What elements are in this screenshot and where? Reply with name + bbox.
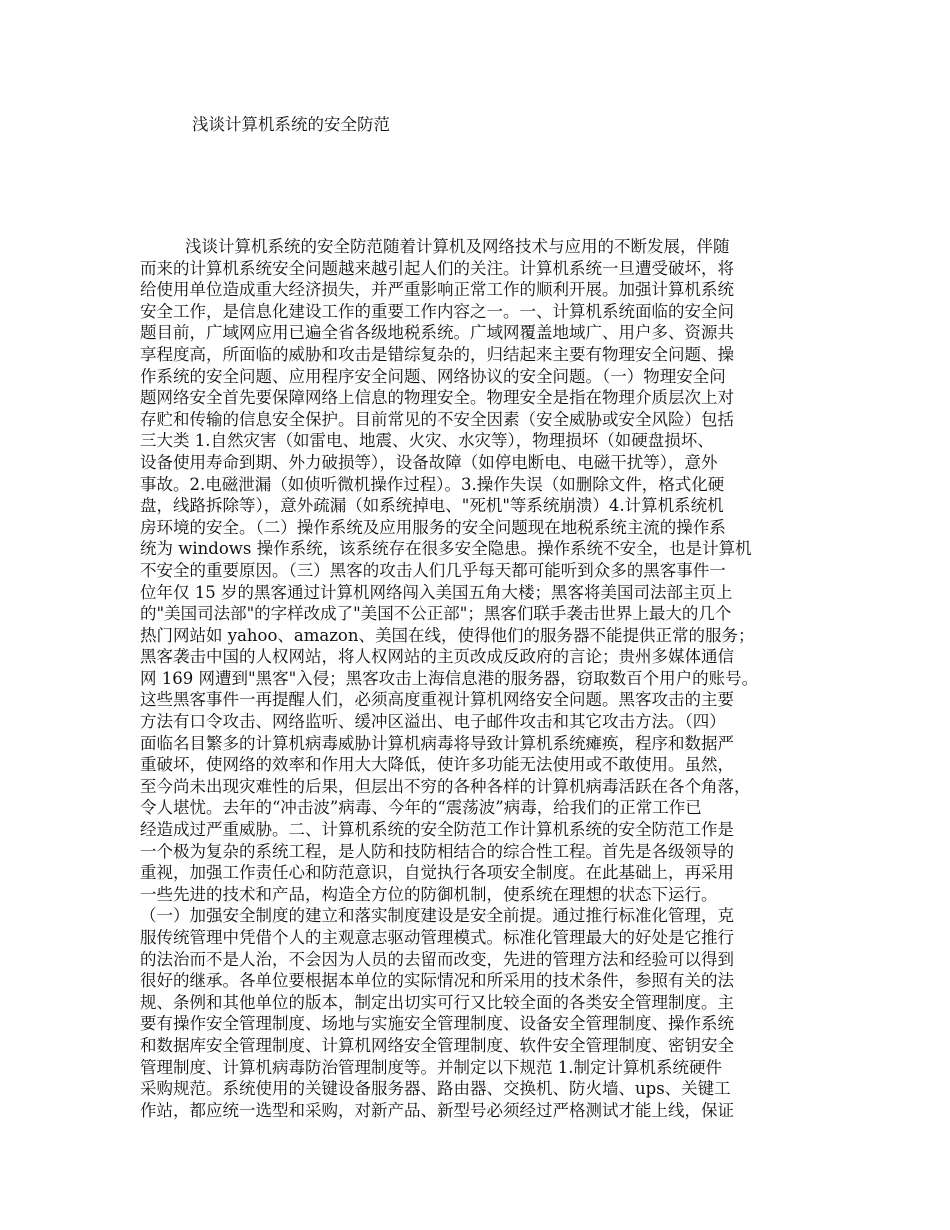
- body-text-line: 网 169 网遭到"黑客"入侵；黑客攻击上海信息港的服务器，窃取数百个用户的账号。: [140, 668, 759, 688]
- body-text-line: 的"美国司法部"的字样改成了"美国不公正部"；黑客们联手袭击世界上最大的几个: [140, 604, 732, 624]
- body-text-line: 事故。2.电磁泄漏（如侦听微机操作过程）。3.操作失误（如删除文件，格式化硬: [140, 474, 725, 494]
- body-text-line: 这些黑客事件一再提醒人们，必须高度重视计算机网络安全问题。黑客攻击的主要: [140, 690, 734, 710]
- body-text-line: 不安全的重要原因。（三）黑客的攻击人们几乎每天都可能听到众多的黑客事件一: [140, 560, 726, 580]
- body-text-line: 规、条例和其他单位的版本，制定出切实可行又比较全面的各类安全管理制度。主: [140, 992, 734, 1012]
- body-text-line: 存贮和传输的信息安全保护。目前常见的不安全因素（安全威胁或安全风险）包括: [140, 409, 734, 429]
- body-text-line: 题目前，广域网应用已遍全省各级地税系统。广域网覆盖地域广、用户多、资源共: [140, 323, 734, 343]
- body-text-line: 统为 windows 操作系统，该系统存在很多安全隐患。操作系统不安全，也是计算机: [140, 539, 752, 559]
- body-text-line: （一）加强安全制度的建立和落实制度建设是安全前提。通过推行标准化管理，克: [140, 906, 734, 926]
- body-text-line: 作系统的安全问题、应用程序安全问题、网络协议的安全问题。（一）物理安全问: [140, 366, 726, 386]
- body-text-line: 房环境的安全。（二）操作系统及应用服务的安全问题现在地税系统主流的操作系: [140, 517, 726, 537]
- body-text-line: 方法有口令攻击、网络监听、缓冲区溢出、电子邮件攻击和其它攻击方法。（四）: [140, 712, 726, 732]
- body-text-line: 采购规范。系统使用的关键设备服务器、路由器、交换机、防火墙、ups、关键工: [140, 1079, 731, 1099]
- body-text-line: 浅谈计算机系统的安全防范随着计算机及网络技术与应用的不断发展，伴随: [185, 237, 730, 256]
- body-text-line: 的法治而不是人治，不会因为人员的去留而改变，先进的管理方法和经验可以得到: [140, 949, 734, 969]
- document-body: [140, 236, 820, 1121]
- body-text-line: 面临名目繁多的计算机病毒威胁计算机病毒将导致计算机系统瘫痪，程序和数据严: [140, 733, 734, 753]
- body-text-line: 要有操作安全管理制度、场地与实施安全管理制度、设备安全管理制度、操作系统: [140, 1014, 734, 1034]
- body-text-line: 经造成过严重威胁。二、计算机系统的安全防范工作计算机系统的安全防范工作是: [140, 820, 734, 840]
- body-text-line: 黑客袭击中国的人权网站，将人权网站的主页改成反政府的言论；贵州多媒体通信: [140, 647, 734, 667]
- body-text-line: 位年仅 15 岁的黑客通过计算机网络闯入美国五角大楼；黑客将美国司法部主页上: [140, 582, 733, 602]
- body-text-line: 至今尚未出现灾难性的后果，但层出不穷的各种各样的计算机病毒活跃在各个角落，: [140, 776, 751, 796]
- body-text-line: 题网络安全首先要保障网络上信息的物理安全。物理安全是指在物理介质层次上对: [140, 388, 734, 408]
- body-text-line: 令人堪忧。去年的“冲击波”病毒、今年的“震荡波”病毒，给我们的正常工作已: [140, 798, 702, 818]
- body-text-line: 服传统管理中凭借个人的主观意志驱动管理模式。标准化管理最大的好处是它推行: [140, 928, 734, 947]
- body-text-line: 热门网站如 yahoo、amazon、美国在线，使得他们的服务器不能提供正常的服务；: [140, 625, 755, 645]
- body-text-line: 给使用单位造成重大经济损失，并严重影响正常工作的顺利开展。加强计算机系统: [140, 280, 734, 300]
- body-text-line: 和数据库安全管理制度、计算机网络安全管理制度、软件安全管理制度、密钥安全: [140, 1035, 734, 1055]
- body-text-line: 重破坏，使网络的效率和作用大大降低，使许多功能无法使用或不敢使用。虽然，: [140, 755, 734, 775]
- body-text-line: 作站，都应统一选型和采购，对新产品、新型号必须经过严格测试才能上线，保证: [140, 1100, 734, 1120]
- body-text-line: 享程度高，所面临的威胁和攻击是错综复杂的，归结起来主要有物理安全问题、操: [140, 344, 734, 364]
- body-text-line: 而来的计算机系统安全问题越来越引起人们的关注。计算机系统一旦遭受破坏，将: [140, 258, 734, 278]
- body-text-line: 一个极为复杂的系统工程，是人防和技防相结合的综合性工程。首先是各级领导的: [140, 841, 734, 861]
- document-title: 浅谈计算机系统的安全防范: [192, 115, 390, 134]
- body-text-line: 设备使用寿命到期、外力破损等），设备故障（如停电断电、电磁干扰等），意外: [140, 452, 718, 472]
- body-text-line: 盘，线路拆除等），意外疏漏（如系统掉电、"死机"等系统崩溃）4.计算机系统机: [140, 496, 724, 516]
- body-text-line: 安全工作，是信息化建设工作的重要工作内容之一。一、计算机系统面临的安全问: [140, 301, 734, 321]
- body-text-line: 管理制度、计算机病毒防治管理制度等。并制定以下规范 1.制定计算机系统硬件: [140, 1057, 722, 1077]
- body-text-line: 重视，加强工作责任心和防范意识，自觉执行各项安全制度。在此基础上，再采用: [140, 863, 734, 883]
- body-text-line: 一些先进的技术和产品，构造全方位的防御机制，使系统在理想的状态下运行。: [140, 884, 718, 904]
- body-text-line: 很好的继承。各单位要根据本单位的实际情况和所采用的技术条件，参照有关的法: [140, 971, 734, 991]
- body-text-line: 三大类 1.自然灾害（如雷电、地震、火灾、水灾等），物理损坏（如硬盘损坏、: [140, 431, 714, 451]
